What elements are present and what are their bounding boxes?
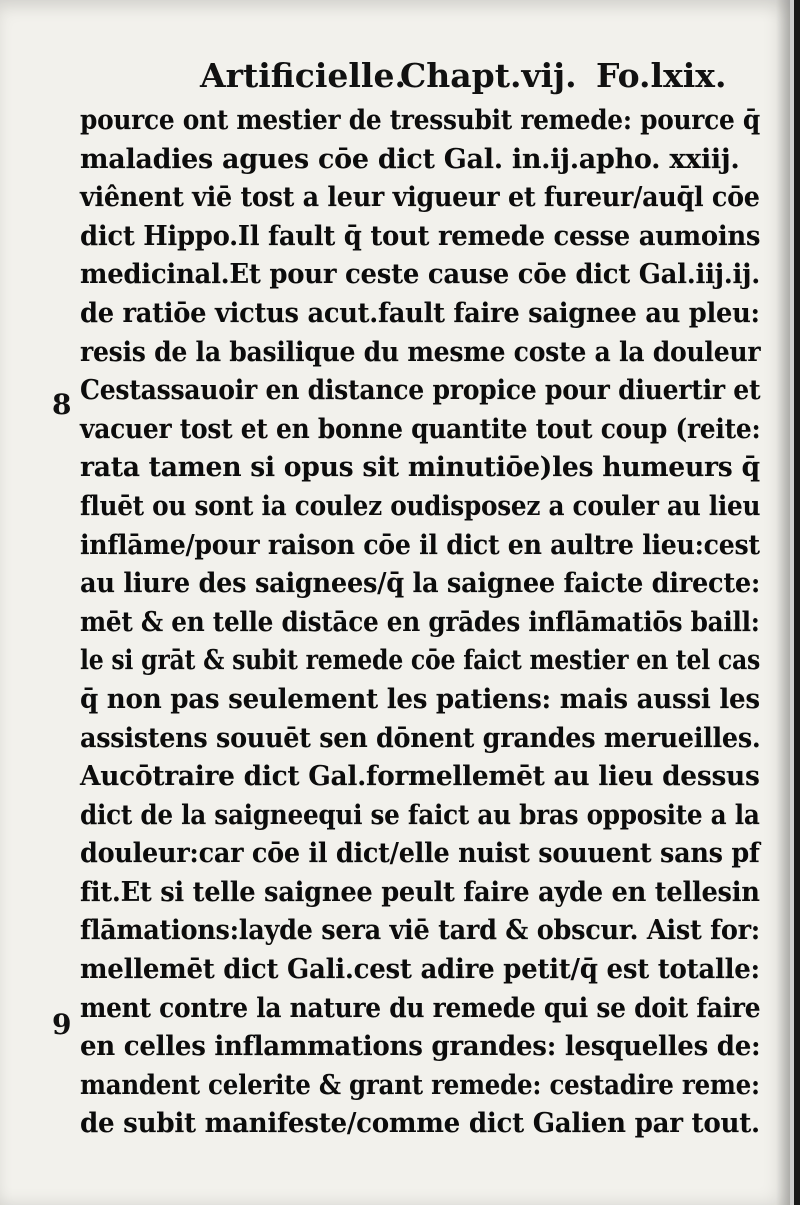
text-line: viênent viē tost a leur vigueur et fureur/auq̄l cōe	[80, 182, 760, 214]
text-line: ment contre la nature du remede qui se doit faire	[80, 992, 761, 1024]
text-line: inflāme/pour raison cōe il dict en aultre lieu:cest	[80, 529, 760, 561]
text-line: douleur:car cōe il dict/elle nuist souuent sans pf	[80, 838, 760, 870]
header-folio: Fo.lxix.	[596, 56, 727, 95]
text-line: au liure des saignees/q̄ la saignee faicte directe:	[80, 568, 761, 600]
text-line: flāmations:layde sera viē tard & obscur. Aist for:	[80, 915, 760, 947]
text-line: maladies agues cōe dict Gal. in.ij.apho. xxiij.	[80, 143, 740, 175]
header-section-title: Artificielle.	[200, 56, 406, 95]
text-line: rata tamen si opus sit minutiōe)les humeurs q̄	[80, 452, 760, 484]
text-line: dict de la saigneequi se faict au bras opposite a la	[80, 799, 760, 831]
text-line: en celles inflammations grandes: lesquelles de:	[80, 1031, 761, 1063]
text-line: de ratiōe victus acut.fault faire saignee au pleu:	[80, 297, 760, 329]
text-line: pource ont mestier de tressubit remede: pource q̄	[80, 105, 760, 136]
text-line: resis de la basilique du mesme coste a la douleur	[80, 336, 761, 368]
running-header	[200, 56, 760, 96]
text-line: mellemēt dict Gali.cest adire petit/q̄ est totalle:	[80, 954, 760, 986]
text-line: assistens souuēt sen dōnent grandes merueilles.	[80, 722, 761, 754]
text-line: de subit manifeste/comme dict Galien par tout.	[80, 1108, 760, 1140]
text-line: fit.Et si telle saignee peult faire ayde en tellesin	[80, 876, 760, 908]
text-line: le si grāt & subit remede cōe faict mestier en tel cas	[80, 645, 761, 677]
text-line: medicinal.Et pour ceste cause cōe dict Gal.iij.ij.	[80, 259, 760, 291]
margin-note-8: 8	[52, 388, 72, 421]
text-line: dict Hippo.Il fault q̄ tout remede cesse aumoins	[80, 220, 761, 252]
text-line: fluēt ou sont ia coulez oudisposez a couler au lieu	[80, 490, 761, 522]
text-line: q̄ non pas seulement les patiens: mais aussi les	[80, 683, 760, 715]
margin-note-9: 9	[52, 1008, 72, 1041]
text-line: vacuer tost et en bonne quantite tout coup (reite:	[80, 413, 761, 445]
page-body-text	[80, 102, 760, 1144]
text-line: Aucōtraire dict Gal.formellemēt au lieu dessus	[80, 761, 760, 793]
header-chapter: Chapt.vij.	[400, 56, 577, 95]
text-line: Cestassauoir en distance propice pour diuertir et	[80, 375, 761, 407]
page-edge-shadow	[776, 0, 790, 1205]
text-line: mandent celerite & grant remede: cestadire reme:	[80, 1069, 760, 1101]
text-line: mēt & en telle distāce en grādes inflāmatiōs baill:	[80, 606, 760, 638]
